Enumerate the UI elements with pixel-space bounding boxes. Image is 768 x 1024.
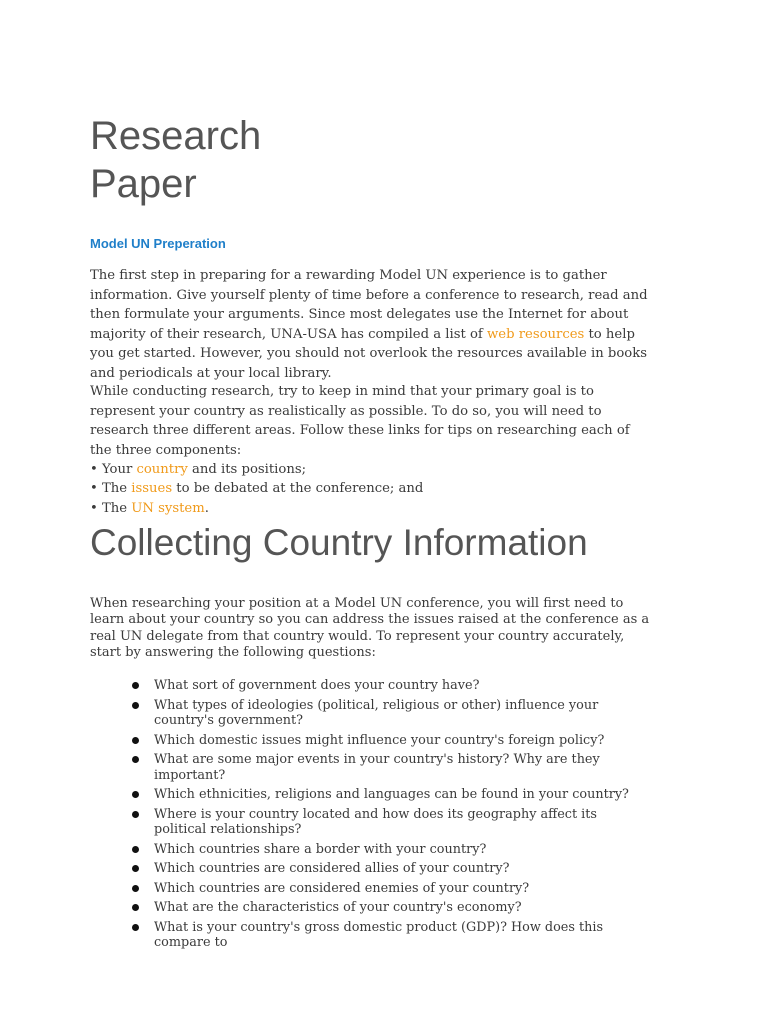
component-prefix: • Your — [90, 462, 137, 477]
list-item: Which countries are considered allies of your country? — [132, 861, 652, 877]
page-title — [90, 112, 261, 208]
intro-text-end: to help you get started. However, you should not overlook the resources available in books and periodicals at your local library. — [90, 326, 647, 381]
country-link[interactable]: country — [136, 462, 188, 477]
subtitle: Model UN Preperation — [90, 236, 226, 251]
component-item-un-system — [90, 499, 209, 519]
list-item: Which countries share a border with your country? — [132, 842, 652, 858]
component-suffix: . — [204, 501, 209, 516]
list-item: Where is your country located and how does its geography affect its political relationships? — [132, 807, 652, 838]
title-line-1: Research — [90, 114, 262, 158]
list-item: What sort of government does your country have? — [132, 678, 652, 694]
section-heading: Collecting Country Information — [90, 522, 588, 563]
list-item: What is your country's gross domestic product (GDP)? How does this compare to — [132, 920, 652, 951]
list-item: Which countries are considered enemies of your country? — [132, 881, 652, 897]
component-item-country — [90, 460, 306, 480]
un-system-link[interactable]: UN system — [131, 501, 205, 516]
research-paragraph: While conducting research, try to keep in mind that your primary goal is to represent your country as realistically as possible. To do so, you will need to research three different areas. Follow these links for tips on researching each of the three components: — [90, 384, 630, 458]
component-item-issues — [90, 479, 423, 499]
list-item: What types of ideologies (political, religious or other) influence your country's government? — [132, 698, 652, 729]
country-info-paragraph: When researching your position at a Model UN conference, you will first need to learn about your country so you can address the issues raised at the conference as a real UN delegate from that country would. To represent your country accurately, start by answering the following questions: — [90, 596, 650, 660]
list-item: Which domestic issues might influence your country's foreign policy? — [132, 733, 652, 749]
question-list — [132, 678, 652, 955]
component-suffix: to be debated at the conference; and — [172, 481, 424, 496]
issues-link[interactable]: issues — [131, 481, 173, 496]
list-item: What are the characteristics of your country's economy? — [132, 900, 652, 916]
web-resources-link[interactable]: web resources — [487, 326, 585, 342]
list-item: Which ethnicities, religions and languages can be found in your country? — [132, 787, 652, 803]
title-line-2: Paper — [90, 162, 197, 206]
intro-paragraph — [90, 266, 650, 383]
component-prefix: • The — [90, 481, 132, 496]
list-item: What are some major events in your country's history? Why are they important? — [132, 752, 652, 783]
component-suffix: and its positions; — [187, 462, 307, 477]
component-prefix: • The — [90, 501, 132, 516]
intro-text-start: The first step in preparing for a rewarding Model UN experience is to gather information. Give yourself plenty of time before a conference to research, read and then formulate your arguments. Since most delegates use the Internet for about majority of their research, UNA-USA has compiled a list of — [90, 268, 648, 342]
